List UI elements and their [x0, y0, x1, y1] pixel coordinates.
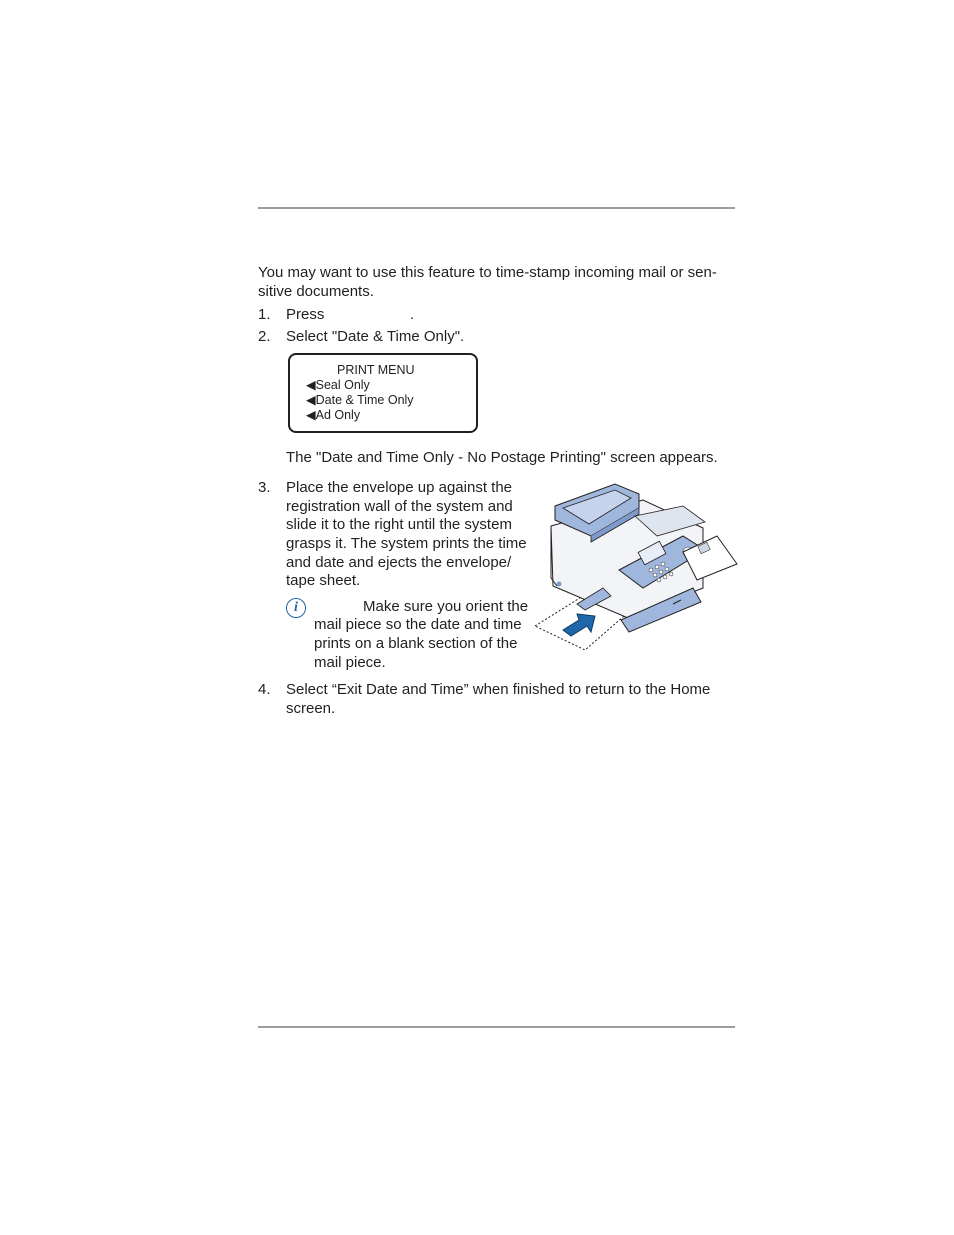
- result-text: The "Date and Time Only - No Postage Printing" screen appears.: [286, 449, 718, 466]
- step-1-suffix: .: [410, 306, 415, 323]
- print-menu-title: PRINT MENU: [337, 363, 415, 377]
- step-3-number: 3.: [258, 479, 271, 496]
- step-3-line-2: registration wall of the system and: [286, 498, 513, 515]
- menu-option-ad-only: ◀Ad Only: [306, 408, 361, 422]
- note-line-4: mail piece.: [314, 654, 386, 671]
- step-4-number: 4.: [258, 681, 271, 698]
- mailing-machine-illustration: [533, 478, 738, 656]
- step-3-line-4: grasps it. The system prints the time: [286, 535, 527, 552]
- step-4-line-2: screen.: [286, 700, 336, 717]
- step-2-text: Select "Date & Time Only".: [286, 328, 465, 345]
- bottom-rule: [258, 1026, 735, 1028]
- info-icon: i: [286, 598, 306, 618]
- intro-line-1: You may want to use this feature to time-stamp incoming mail or sen-: [258, 264, 717, 281]
- step-3-line-3: slide it to the right until the system: [286, 516, 512, 533]
- step-3-line-5: and date and ejects the envelope/: [286, 554, 512, 571]
- note-line-3: prints on a blank section of the: [314, 635, 518, 652]
- menu-option-date-time-only: ◀Date & Time Only: [306, 393, 414, 407]
- intro-line-2: sitive documents.: [258, 283, 374, 300]
- step-3-line-1: Place the envelope up against the: [286, 479, 513, 496]
- step-1-text: Press: [286, 306, 325, 323]
- top-rule: [258, 207, 735, 209]
- step-3-line-6: tape sheet.: [286, 572, 361, 589]
- note-line-2: mail piece so the date and time: [314, 616, 522, 633]
- print-menu-screen: [288, 353, 478, 433]
- menu-option-seal-only: ◀Seal Only: [306, 378, 370, 392]
- note-line-1: Make sure you orient the: [363, 598, 529, 615]
- step-2-number: 2.: [258, 328, 271, 345]
- step-4-line-1: Select “Exit Date and Time” when finished to return to the Home: [286, 681, 711, 698]
- step-1-number: 1.: [258, 306, 271, 323]
